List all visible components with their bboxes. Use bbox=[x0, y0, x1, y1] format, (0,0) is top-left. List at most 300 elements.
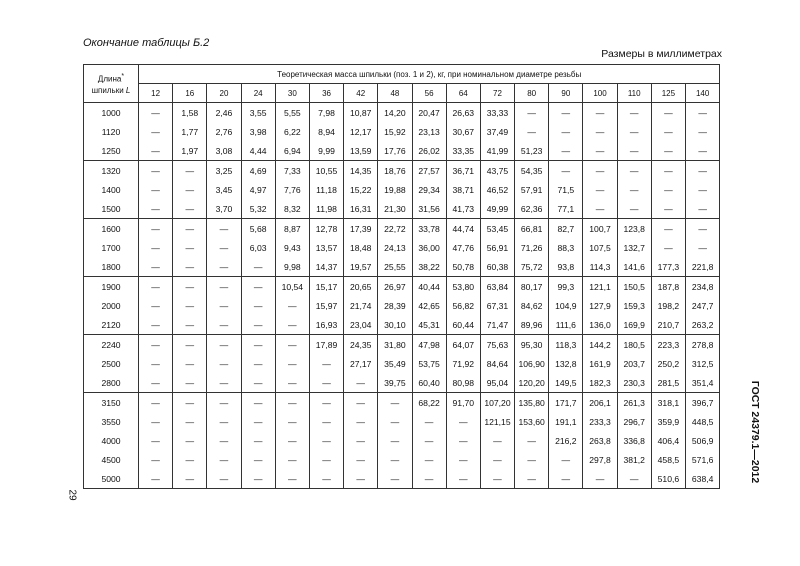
mass-cell: 16,31 bbox=[344, 199, 378, 219]
mass-cell: 161,9 bbox=[583, 354, 617, 373]
mass-cell: 16,93 bbox=[309, 315, 343, 335]
mass-cell: 127,9 bbox=[583, 296, 617, 315]
mass-cell: — bbox=[173, 238, 207, 257]
mass-cell: 4,69 bbox=[241, 161, 275, 181]
mass-cell: 21,74 bbox=[344, 296, 378, 315]
mass-cell: — bbox=[549, 450, 583, 469]
table-row bbox=[84, 180, 720, 199]
page-number bbox=[66, 486, 78, 504]
mass-cell: — bbox=[378, 450, 412, 469]
diameter-header-cell: 36 bbox=[309, 84, 343, 103]
mass-cell: — bbox=[139, 450, 173, 469]
mass-cell: — bbox=[241, 469, 275, 489]
mass-cell: 18,76 bbox=[378, 161, 412, 181]
table-row bbox=[84, 219, 720, 239]
mass-cell: — bbox=[549, 103, 583, 123]
mass-cell: 23,04 bbox=[344, 315, 378, 335]
mass-cell: 107,20 bbox=[480, 393, 514, 413]
mass-cell: 82,7 bbox=[549, 219, 583, 239]
diameter-header-cell: 110 bbox=[617, 84, 651, 103]
mass-cell: 359,9 bbox=[651, 412, 685, 431]
page-number-text: 29 bbox=[66, 489, 78, 501]
mass-cell: 36,71 bbox=[446, 161, 480, 181]
mass-cell: — bbox=[651, 141, 685, 161]
mass-cell: 41,73 bbox=[446, 199, 480, 219]
units-note: Размеры в миллиметрах bbox=[601, 48, 722, 60]
mass-cell: 84,62 bbox=[515, 296, 549, 315]
mass-cell: 60,40 bbox=[412, 373, 446, 393]
mass-cell: — bbox=[207, 219, 241, 239]
table-row bbox=[84, 393, 720, 413]
mass-cell: — bbox=[378, 412, 412, 431]
mass-table bbox=[83, 64, 720, 489]
mass-cell: — bbox=[207, 296, 241, 315]
mass-cell: 20,47 bbox=[412, 103, 446, 123]
diameter-header-cell: 56 bbox=[412, 84, 446, 103]
length-cell: 1320 bbox=[84, 161, 139, 181]
mass-cell: — bbox=[139, 122, 173, 141]
mass-cell: 4,44 bbox=[241, 141, 275, 161]
mass-cell: — bbox=[309, 469, 343, 489]
length-cell: 2500 bbox=[84, 354, 139, 373]
mass-cell: — bbox=[241, 296, 275, 315]
mass-cell: 62,36 bbox=[515, 199, 549, 219]
mass-cell: 296,7 bbox=[617, 412, 651, 431]
mass-cell: 144,2 bbox=[583, 335, 617, 355]
mass-cell: — bbox=[275, 335, 309, 355]
length-cell: 1250 bbox=[84, 141, 139, 161]
mass-cell: — bbox=[241, 431, 275, 450]
mass-cell: — bbox=[139, 373, 173, 393]
mass-cell: 10,54 bbox=[275, 277, 309, 297]
mass-cell: 104,9 bbox=[549, 296, 583, 315]
mass-cell: 7,33 bbox=[275, 161, 309, 181]
mass-cell: — bbox=[173, 296, 207, 315]
mass-cell: 123,8 bbox=[617, 219, 651, 239]
mass-cell: 71,26 bbox=[515, 238, 549, 257]
mass-cell: — bbox=[549, 141, 583, 161]
diameter-header-cell: 125 bbox=[651, 84, 685, 103]
mass-cell: 12,17 bbox=[344, 122, 378, 141]
mass-cell: 107,5 bbox=[583, 238, 617, 257]
mass-cell: 9,98 bbox=[275, 257, 309, 277]
mass-cell: 121,15 bbox=[480, 412, 514, 431]
mass-cell: — bbox=[515, 431, 549, 450]
mass-cell: 56,82 bbox=[446, 296, 480, 315]
mass-cell: — bbox=[207, 277, 241, 297]
diameter-header-cell: 100 bbox=[583, 84, 617, 103]
mass-cell: 1,58 bbox=[173, 103, 207, 123]
mass-cell: — bbox=[173, 469, 207, 489]
mass-cell: — bbox=[686, 103, 720, 123]
length-column-header bbox=[84, 65, 139, 103]
mass-cell: 8,94 bbox=[309, 122, 343, 141]
mass-cell: 71,5 bbox=[549, 180, 583, 199]
mass-cell: 24,13 bbox=[378, 238, 412, 257]
mass-cell: — bbox=[241, 354, 275, 373]
mass-cell: 46,52 bbox=[480, 180, 514, 199]
mass-cell: 38,71 bbox=[446, 180, 480, 199]
mass-cell: 3,25 bbox=[207, 161, 241, 181]
length-header-label: Длина bbox=[97, 74, 122, 84]
mass-cell: 5,55 bbox=[275, 103, 309, 123]
mass-cell: — bbox=[241, 335, 275, 355]
mass-cell: 458,5 bbox=[651, 450, 685, 469]
mass-cell: 31,80 bbox=[378, 335, 412, 355]
mass-cell: 223,3 bbox=[651, 335, 685, 355]
mass-cell: 221,8 bbox=[686, 257, 720, 277]
mass-cell: 10,55 bbox=[309, 161, 343, 181]
mass-cell: — bbox=[139, 296, 173, 315]
mass-cell: — bbox=[139, 469, 173, 489]
mass-cell: — bbox=[275, 412, 309, 431]
mass-cell: 36,00 bbox=[412, 238, 446, 257]
mass-cell: 53,80 bbox=[446, 277, 480, 297]
mass-cell: 33,33 bbox=[480, 103, 514, 123]
diameter-header-cell: 30 bbox=[275, 84, 309, 103]
mass-cell: 261,3 bbox=[617, 393, 651, 413]
mass-cell: — bbox=[617, 103, 651, 123]
mass-cell: 100,7 bbox=[583, 219, 617, 239]
mass-cell: — bbox=[275, 393, 309, 413]
mass-cell: 20,65 bbox=[344, 277, 378, 297]
mass-cell: 318,1 bbox=[651, 393, 685, 413]
length-cell: 3150 bbox=[84, 393, 139, 413]
mass-cell: 27,17 bbox=[344, 354, 378, 373]
mass-cell: 57,91 bbox=[515, 180, 549, 199]
mass-cell: 15,97 bbox=[309, 296, 343, 315]
mass-cell: 11,18 bbox=[309, 180, 343, 199]
mass-cell: 29,34 bbox=[412, 180, 446, 199]
mass-cell: 35,49 bbox=[378, 354, 412, 373]
mass-cell: — bbox=[139, 335, 173, 355]
mass-cell: — bbox=[173, 161, 207, 181]
mass-cell: 638,4 bbox=[686, 469, 720, 489]
mass-cell: — bbox=[139, 354, 173, 373]
mass-cell: 3,55 bbox=[241, 103, 275, 123]
mass-cell: 60,38 bbox=[480, 257, 514, 277]
mass-cell: 99,3 bbox=[549, 277, 583, 297]
mass-cell: — bbox=[139, 161, 173, 181]
mass-cell: 19,88 bbox=[378, 180, 412, 199]
mass-cell: 203,7 bbox=[617, 354, 651, 373]
mass-cell: — bbox=[139, 315, 173, 335]
mass-cell: 28,39 bbox=[378, 296, 412, 315]
mass-cell: 3,70 bbox=[207, 199, 241, 219]
table-row bbox=[84, 103, 720, 123]
mass-cell: 312,5 bbox=[686, 354, 720, 373]
mass-cell: 191,1 bbox=[549, 412, 583, 431]
diameter-header-cell: 24 bbox=[241, 84, 275, 103]
table-row bbox=[84, 431, 720, 450]
mass-cell: 135,80 bbox=[515, 393, 549, 413]
mass-cell: 198,2 bbox=[651, 296, 685, 315]
diameter-header-cell: 16 bbox=[173, 84, 207, 103]
length-cell: 1600 bbox=[84, 219, 139, 239]
mass-cell: 448,5 bbox=[686, 412, 720, 431]
mass-cell: 263,2 bbox=[686, 315, 720, 335]
mass-cell: 6,94 bbox=[275, 141, 309, 161]
mass-cell: — bbox=[309, 393, 343, 413]
mass-cell: — bbox=[549, 161, 583, 181]
table-header-row bbox=[84, 65, 720, 84]
mass-cell: 571,6 bbox=[686, 450, 720, 469]
mass-cell: 91,70 bbox=[446, 393, 480, 413]
table-body bbox=[84, 103, 720, 489]
mass-cell: — bbox=[207, 393, 241, 413]
mass-cell: 53,75 bbox=[412, 354, 446, 373]
mass-cell: 75,63 bbox=[480, 335, 514, 355]
mass-cell: 171,7 bbox=[549, 393, 583, 413]
mass-cell: 5,32 bbox=[241, 199, 275, 219]
mass-cell: — bbox=[207, 257, 241, 277]
length-cell: 2800 bbox=[84, 373, 139, 393]
mass-cell: 510,6 bbox=[651, 469, 685, 489]
mass-cell: — bbox=[309, 373, 343, 393]
diameter-header-cell: 48 bbox=[378, 84, 412, 103]
mass-cell: — bbox=[344, 412, 378, 431]
mass-cell: 30,67 bbox=[446, 122, 480, 141]
mass-cell: — bbox=[686, 238, 720, 257]
mass-cell: 406,4 bbox=[651, 431, 685, 450]
table-caption: Окончание таблицы Б.2 bbox=[83, 37, 210, 49]
table-row bbox=[84, 238, 720, 257]
mass-cell: 9,99 bbox=[309, 141, 343, 161]
mass-cell: 114,3 bbox=[583, 257, 617, 277]
footnote-mark: * bbox=[121, 73, 125, 81]
mass-cell: 111,6 bbox=[549, 315, 583, 335]
mass-cell: — bbox=[241, 277, 275, 297]
mass-cell: 49,99 bbox=[480, 199, 514, 219]
mass-cell: 22,72 bbox=[378, 219, 412, 239]
mass-cell: 5,68 bbox=[241, 219, 275, 239]
mass-cell: 12,78 bbox=[309, 219, 343, 239]
mass-cell: — bbox=[139, 219, 173, 239]
mass-cell: 15,92 bbox=[378, 122, 412, 141]
mass-cell: 50,78 bbox=[446, 257, 480, 277]
mass-cell: 37,49 bbox=[480, 122, 514, 141]
mass-cell: — bbox=[651, 180, 685, 199]
mass-cell: — bbox=[617, 180, 651, 199]
mass-cell: — bbox=[378, 393, 412, 413]
mass-cell: — bbox=[275, 354, 309, 373]
mass-cell: 89,96 bbox=[515, 315, 549, 335]
mass-cell: — bbox=[275, 373, 309, 393]
length-cell: 1900 bbox=[84, 277, 139, 297]
mass-cell: — bbox=[173, 180, 207, 199]
mass-cell: 121,1 bbox=[583, 277, 617, 297]
mass-cell: 41,99 bbox=[480, 141, 514, 161]
mass-cell: — bbox=[515, 103, 549, 123]
mass-cell: — bbox=[207, 469, 241, 489]
mass-cell: — bbox=[173, 315, 207, 335]
mass-cell: — bbox=[583, 161, 617, 181]
mass-cell: — bbox=[651, 238, 685, 257]
diameter-header-cell: 72 bbox=[480, 84, 514, 103]
mass-cell: 233,3 bbox=[583, 412, 617, 431]
mass-cell: — bbox=[515, 450, 549, 469]
mass-cell: 182,3 bbox=[583, 373, 617, 393]
mass-cell: 33,35 bbox=[446, 141, 480, 161]
mass-cell: — bbox=[583, 141, 617, 161]
table-row bbox=[84, 450, 720, 469]
mass-cell: 159,3 bbox=[617, 296, 651, 315]
length-header-label-line2: шпильки bbox=[91, 85, 124, 95]
mass-cell: — bbox=[173, 431, 207, 450]
mass-cell: 396,7 bbox=[686, 393, 720, 413]
mass-cell: 3,45 bbox=[207, 180, 241, 199]
mass-cell: 17,39 bbox=[344, 219, 378, 239]
mass-cell: — bbox=[344, 373, 378, 393]
mass-cell: 230,3 bbox=[617, 373, 651, 393]
mass-cell: 15,22 bbox=[344, 180, 378, 199]
mass-cell: 3,98 bbox=[241, 122, 275, 141]
mass-cell: 77,1 bbox=[549, 199, 583, 219]
mass-cell: — bbox=[241, 315, 275, 335]
mass-cell: 118,3 bbox=[549, 335, 583, 355]
length-cell: 1500 bbox=[84, 199, 139, 219]
mass-cell: 17,89 bbox=[309, 335, 343, 355]
mass-cell: 206,1 bbox=[583, 393, 617, 413]
table-row bbox=[84, 354, 720, 373]
mass-cell: 54,35 bbox=[515, 161, 549, 181]
table-row bbox=[84, 122, 720, 141]
mass-cell: — bbox=[173, 277, 207, 297]
mass-cell: — bbox=[344, 469, 378, 489]
mass-cell: — bbox=[139, 141, 173, 161]
mass-cell: — bbox=[686, 141, 720, 161]
mass-cell: 68,22 bbox=[412, 393, 446, 413]
mass-cell: 150,5 bbox=[617, 277, 651, 297]
mass-cell: 14,37 bbox=[309, 257, 343, 277]
diameter-header-cell: 140 bbox=[686, 84, 720, 103]
mass-cell: — bbox=[173, 354, 207, 373]
mass-cell: — bbox=[173, 199, 207, 219]
mass-cell: — bbox=[686, 161, 720, 181]
mass-cell: 13,57 bbox=[309, 238, 343, 257]
mass-cell: — bbox=[617, 141, 651, 161]
length-cell: 2000 bbox=[84, 296, 139, 315]
mass-cell: 63,84 bbox=[480, 277, 514, 297]
mass-cell: 64,07 bbox=[446, 335, 480, 355]
mass-cell: — bbox=[207, 315, 241, 335]
mass-cell: 26,97 bbox=[378, 277, 412, 297]
mass-cell: 23,13 bbox=[412, 122, 446, 141]
mass-cell: — bbox=[617, 122, 651, 141]
mass-cell: 180,5 bbox=[617, 335, 651, 355]
mass-cell: — bbox=[480, 450, 514, 469]
mass-cell: 506,9 bbox=[686, 431, 720, 450]
length-cell: 5000 bbox=[84, 469, 139, 489]
mass-cell: — bbox=[241, 257, 275, 277]
mass-cell: — bbox=[275, 469, 309, 489]
mass-cell: — bbox=[549, 122, 583, 141]
mass-cell: 17,76 bbox=[378, 141, 412, 161]
length-cell: 4500 bbox=[84, 450, 139, 469]
mass-cell: 351,4 bbox=[686, 373, 720, 393]
mass-cell: — bbox=[651, 103, 685, 123]
mass-cell: — bbox=[446, 450, 480, 469]
table-row bbox=[84, 335, 720, 355]
mass-cell: 1,97 bbox=[173, 141, 207, 161]
table-row bbox=[84, 141, 720, 161]
mass-cell: 14,35 bbox=[344, 161, 378, 181]
mass-cell: — bbox=[173, 373, 207, 393]
mass-cell: 39,75 bbox=[378, 373, 412, 393]
mass-cell: 27,57 bbox=[412, 161, 446, 181]
table-row bbox=[84, 412, 720, 431]
mass-cell: 26,63 bbox=[446, 103, 480, 123]
length-cell: 1400 bbox=[84, 180, 139, 199]
mass-cell: 297,8 bbox=[583, 450, 617, 469]
mass-cell: 25,55 bbox=[378, 257, 412, 277]
diameter-header-cell: 20 bbox=[207, 84, 241, 103]
mass-cell: — bbox=[617, 469, 651, 489]
mass-cell: — bbox=[207, 238, 241, 257]
mass-cell: 210,7 bbox=[651, 315, 685, 335]
mass-cell: — bbox=[686, 199, 720, 219]
mass-cell: 31,56 bbox=[412, 199, 446, 219]
mass-cell: 234,8 bbox=[686, 277, 720, 297]
mass-cell: — bbox=[412, 450, 446, 469]
mass-cell: — bbox=[139, 238, 173, 257]
table-row bbox=[84, 296, 720, 315]
table-row bbox=[84, 315, 720, 335]
diameter-header-cell: 42 bbox=[344, 84, 378, 103]
table-row bbox=[84, 199, 720, 219]
mass-cell: 336,8 bbox=[617, 431, 651, 450]
mass-cell: 247,7 bbox=[686, 296, 720, 315]
mass-cell: 153,60 bbox=[515, 412, 549, 431]
mass-cell: 263,8 bbox=[583, 431, 617, 450]
standard-code bbox=[748, 362, 762, 502]
mass-cell: 8,32 bbox=[275, 199, 309, 219]
mass-cell: — bbox=[651, 219, 685, 239]
mass-cell: 2,76 bbox=[207, 122, 241, 141]
mass-cell: 71,47 bbox=[480, 315, 514, 335]
mass-cell: 43,75 bbox=[480, 161, 514, 181]
mass-cell: — bbox=[207, 450, 241, 469]
mass-cell: 21,30 bbox=[378, 199, 412, 219]
length-cell: 2240 bbox=[84, 335, 139, 355]
mass-cell: 24,35 bbox=[344, 335, 378, 355]
mass-cell: 149,5 bbox=[549, 373, 583, 393]
mass-cell: 26,02 bbox=[412, 141, 446, 161]
mass-cell: 80,17 bbox=[515, 277, 549, 297]
mass-cell: 250,2 bbox=[651, 354, 685, 373]
mass-cell: — bbox=[651, 122, 685, 141]
mass-cell: 281,5 bbox=[651, 373, 685, 393]
mass-cell: 177,3 bbox=[651, 257, 685, 277]
mass-cell: — bbox=[515, 469, 549, 489]
mass-cell: 95,04 bbox=[480, 373, 514, 393]
mass-cell: 11,98 bbox=[309, 199, 343, 219]
mass-cell: — bbox=[207, 335, 241, 355]
mass-cell: 66,81 bbox=[515, 219, 549, 239]
mass-cell: — bbox=[173, 393, 207, 413]
mass-cell: — bbox=[480, 469, 514, 489]
mass-cell: 216,2 bbox=[549, 431, 583, 450]
mass-cell: 88,3 bbox=[549, 238, 583, 257]
mass-cell: 45,31 bbox=[412, 315, 446, 335]
mass-cell: 84,64 bbox=[480, 354, 514, 373]
diameter-header-cell: 80 bbox=[515, 84, 549, 103]
mass-cell: 120,20 bbox=[515, 373, 549, 393]
mass-cell: — bbox=[378, 469, 412, 489]
mass-cell: 4,97 bbox=[241, 180, 275, 199]
mass-cell: 44,74 bbox=[446, 219, 480, 239]
mass-cell: 75,72 bbox=[515, 257, 549, 277]
